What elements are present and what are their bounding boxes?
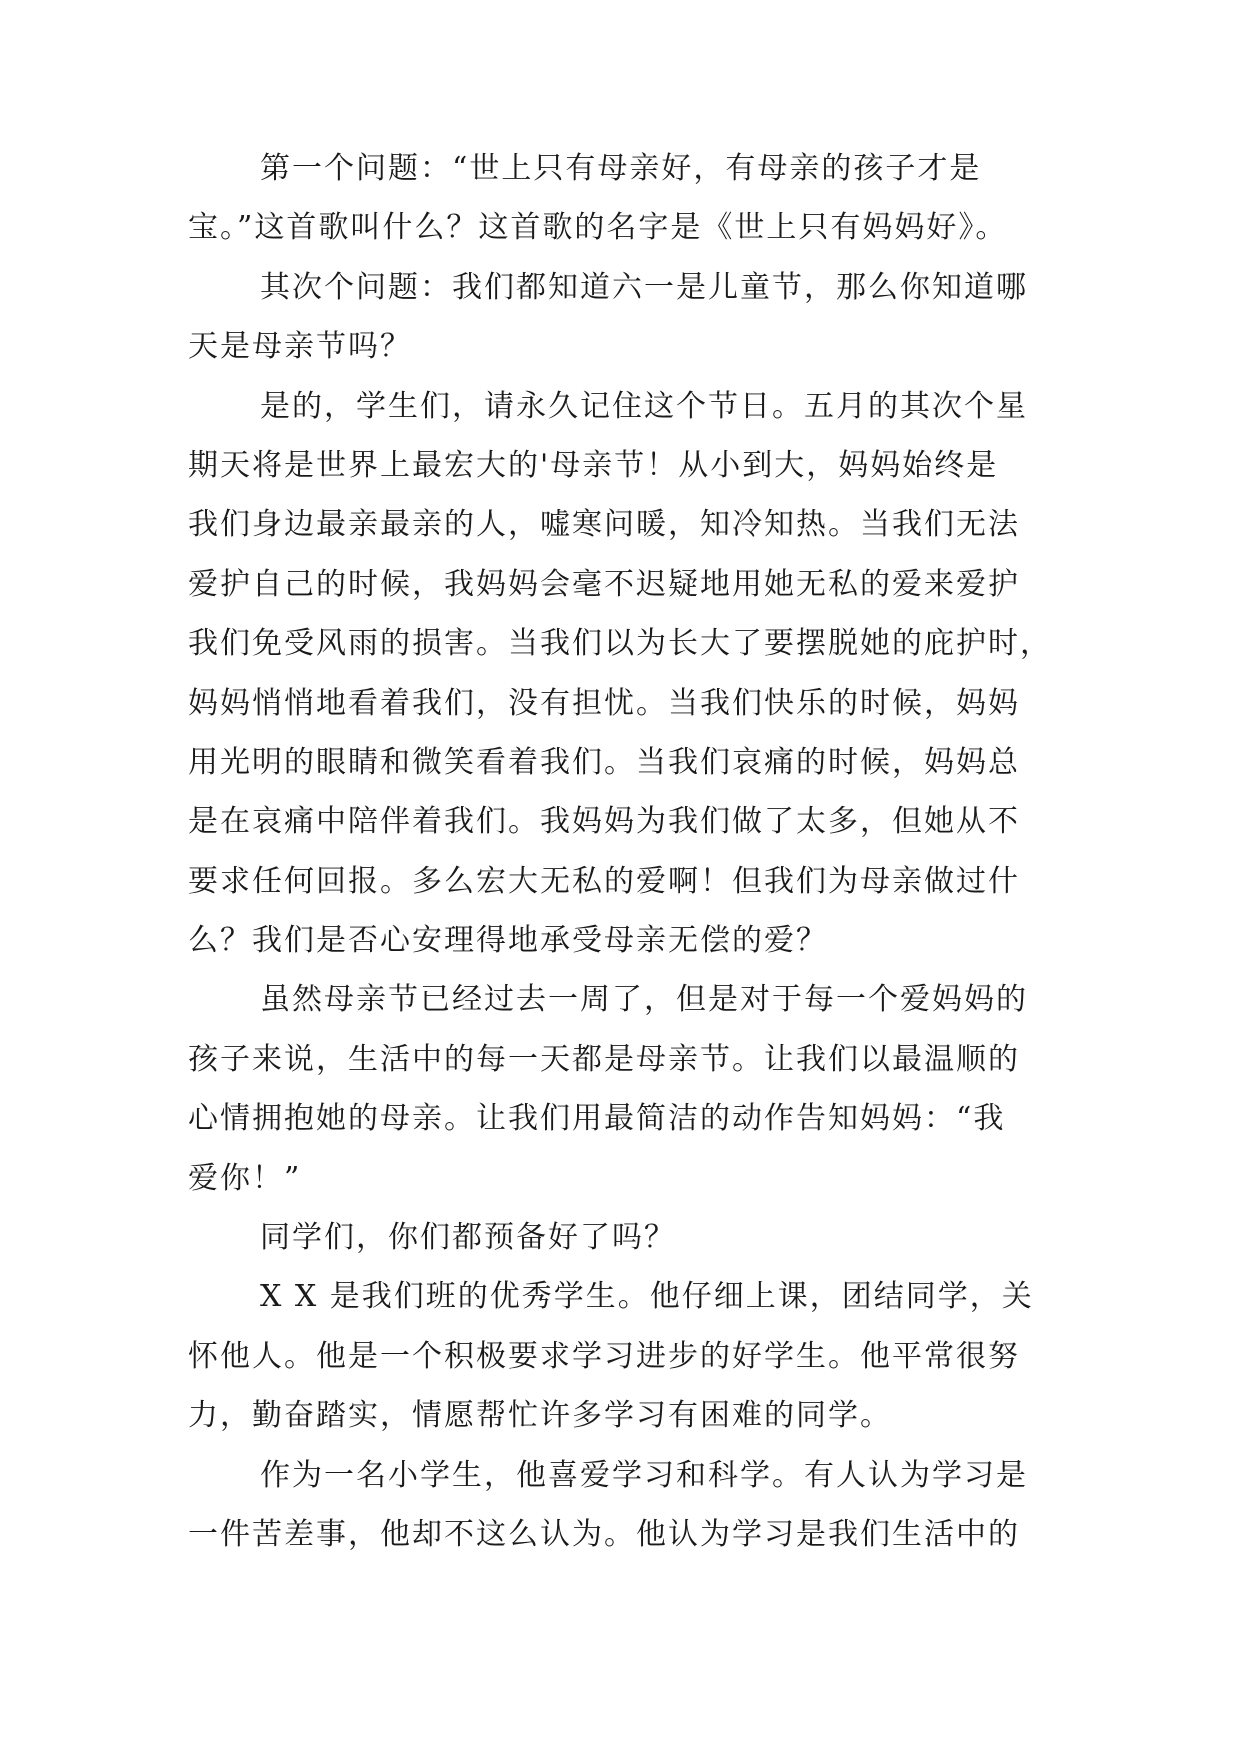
paragraph-line: 力，勤奋踏实，情愿帮忙许多学习有困难的同学。: [188, 1398, 892, 1434]
paragraph-line: 作为一名小学生，他喜爱学习和科学。有人认为学习是: [260, 1457, 1028, 1493]
paragraph-line: 心情拥抱她的母亲。让我们用最简洁的动作告知妈妈：“我: [188, 1101, 1006, 1137]
paragraph-line: 其次个问题：我们都知道六一是儿童节，那么你知道哪: [260, 269, 1028, 305]
paragraph-line: 么？我们是否心安理得地承受母亲无偿的爱？: [188, 923, 828, 959]
document-body: [188, 151, 1058, 1579]
paragraph-line: 我们身边最亲最亲的人，嘘寒问暖，知冷知热。当我们无法: [188, 507, 1020, 543]
paragraph-line: 要求任何回报。多么宏大无私的爱啊！但我们为母亲做过什: [188, 863, 1020, 899]
paragraph-line: 期天将是世界上最宏大的'母亲节！从小到大，妈妈始终是: [188, 447, 999, 483]
paragraph-line: 孩子来说，生活中的每一天都是母亲节。让我们以最温顺的: [188, 1041, 1020, 1077]
paragraph-line: 宝。”这首歌叫什么？这首歌的名字是《世上只有妈妈好》。: [188, 210, 1008, 246]
paragraph-line: 虽然母亲节已经过去一周了，但是对于每一个爱妈妈的: [260, 982, 1028, 1018]
paragraph-line: 同学们，你们都预备好了吗？: [260, 1220, 676, 1256]
paragraph-line: 是的，学生们，请永久记住这个节日。五月的其次个星: [260, 388, 1028, 424]
paragraph-line: 怀他人。他是一个积极要求学习进步的好学生。他平常很努: [188, 1338, 1020, 1374]
paragraph-line: 用光明的眼睛和微笑看着我们。当我们哀痛的时候，妈妈总: [188, 744, 1020, 780]
paragraph-line: X X 是我们班的优秀学生。他仔细上课，团结同学，关: [260, 1279, 1034, 1315]
paragraph-line: 第一个问题：“世上只有母亲好，有母亲的孩子才是: [260, 151, 982, 186]
paragraph-line: 爱你！”: [188, 1160, 302, 1196]
paragraph-line: 一件苦差事，他却不这么认为。他认为学习是我们生活中的: [188, 1516, 1020, 1552]
paragraph-line: 妈妈悄悄地看着我们，没有担忧。当我们快乐的时候，妈妈: [188, 685, 1020, 721]
paragraph-line: 是在哀痛中陪伴着我们。我妈妈为我们做了太多，但她从不: [188, 804, 1020, 840]
paragraph-line: 天是母亲节吗？: [188, 329, 412, 365]
paragraph-line: 我们免受风雨的损害。当我们以为长大了要摆脱她的庇护时，: [188, 626, 1052, 662]
paragraph-line: 爱护自己的时候，我妈妈会毫不迟疑地用她无私的爱来爱护: [188, 566, 1020, 602]
